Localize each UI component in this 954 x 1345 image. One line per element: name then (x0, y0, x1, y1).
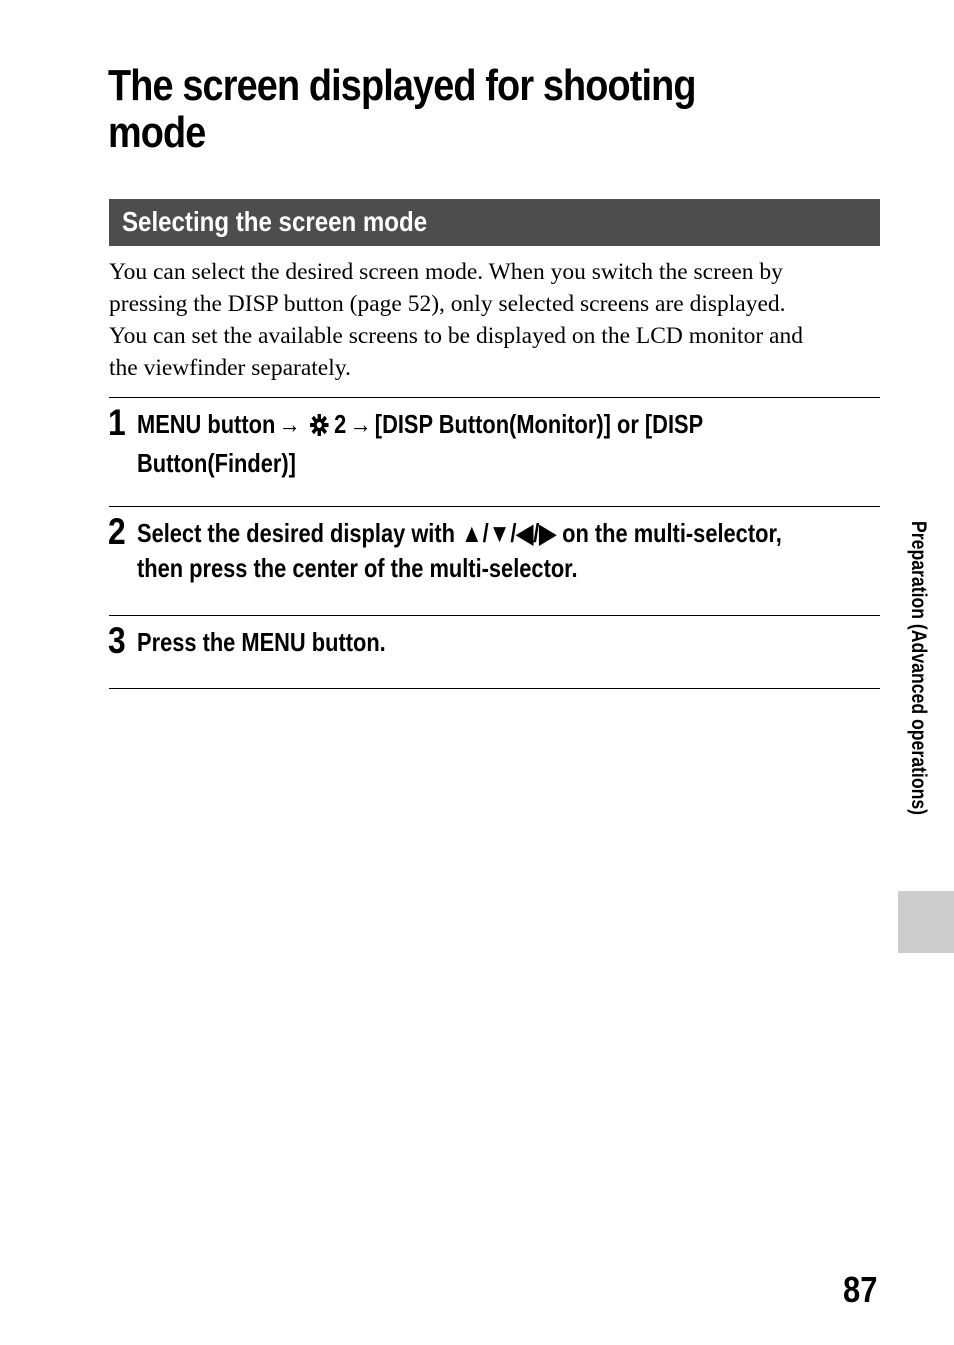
step-3-line-1: Press the MENU button. (137, 627, 386, 657)
step-2-line-1: Select the desired display with ▲/▼/◀/▶ on the multi-selector, (137, 518, 782, 548)
step-3-text (137, 625, 876, 660)
intro-paragraph (109, 256, 879, 384)
chapter-side-label (906, 521, 930, 871)
step-1-arrow-2: → (349, 409, 372, 439)
intro-line-1: You can select the desired screen mode. When you switch the screen by (109, 259, 783, 285)
page-title (108, 62, 744, 156)
intro-line-4: the viewfinder separately. (109, 355, 351, 381)
step-1-menu-button-text: MENU button (137, 409, 276, 439)
page-title-line-2: mode (108, 108, 206, 157)
page-title-line-1: The screen displayed for shooting (108, 61, 696, 110)
divider-before-step-3 (109, 615, 880, 616)
step-1-line-1 (137, 407, 876, 446)
step-1-number: 1 (108, 402, 126, 443)
section-title: Selecting the screen mode (122, 206, 428, 237)
step-2-text (137, 516, 876, 586)
section-header-bar (109, 199, 880, 246)
page-number: 87 (843, 1269, 878, 1310)
step-2-line-2: then press the center of the multi-selector. (137, 553, 578, 583)
step-3-number: 3 (108, 620, 126, 661)
step-1-arrow-1: → (278, 409, 301, 439)
step-1-tab-number: 2 (334, 409, 347, 439)
chapter-side-label-text: Preparation (Advanced operations) (907, 521, 930, 816)
divider-before-step-1 (109, 397, 880, 398)
intro-line-2: pressing the DISP button (page 52), only selected screens are displayed. (109, 291, 786, 317)
chapter-thumb-tab (898, 891, 954, 953)
step-2-number: 2 (108, 511, 126, 552)
intro-line-3: You can set the available screens to be displayed on the LCD monitor and (109, 323, 803, 349)
step-1-text (137, 407, 876, 481)
step-1-option-text: [DISP Button(Monitor)] or [DISP (374, 409, 704, 439)
divider-after-step-3 (109, 688, 880, 689)
divider-before-step-2 (109, 506, 880, 507)
gear-icon (309, 411, 329, 446)
step-1-line-2: Button(Finder)] (137, 448, 296, 478)
